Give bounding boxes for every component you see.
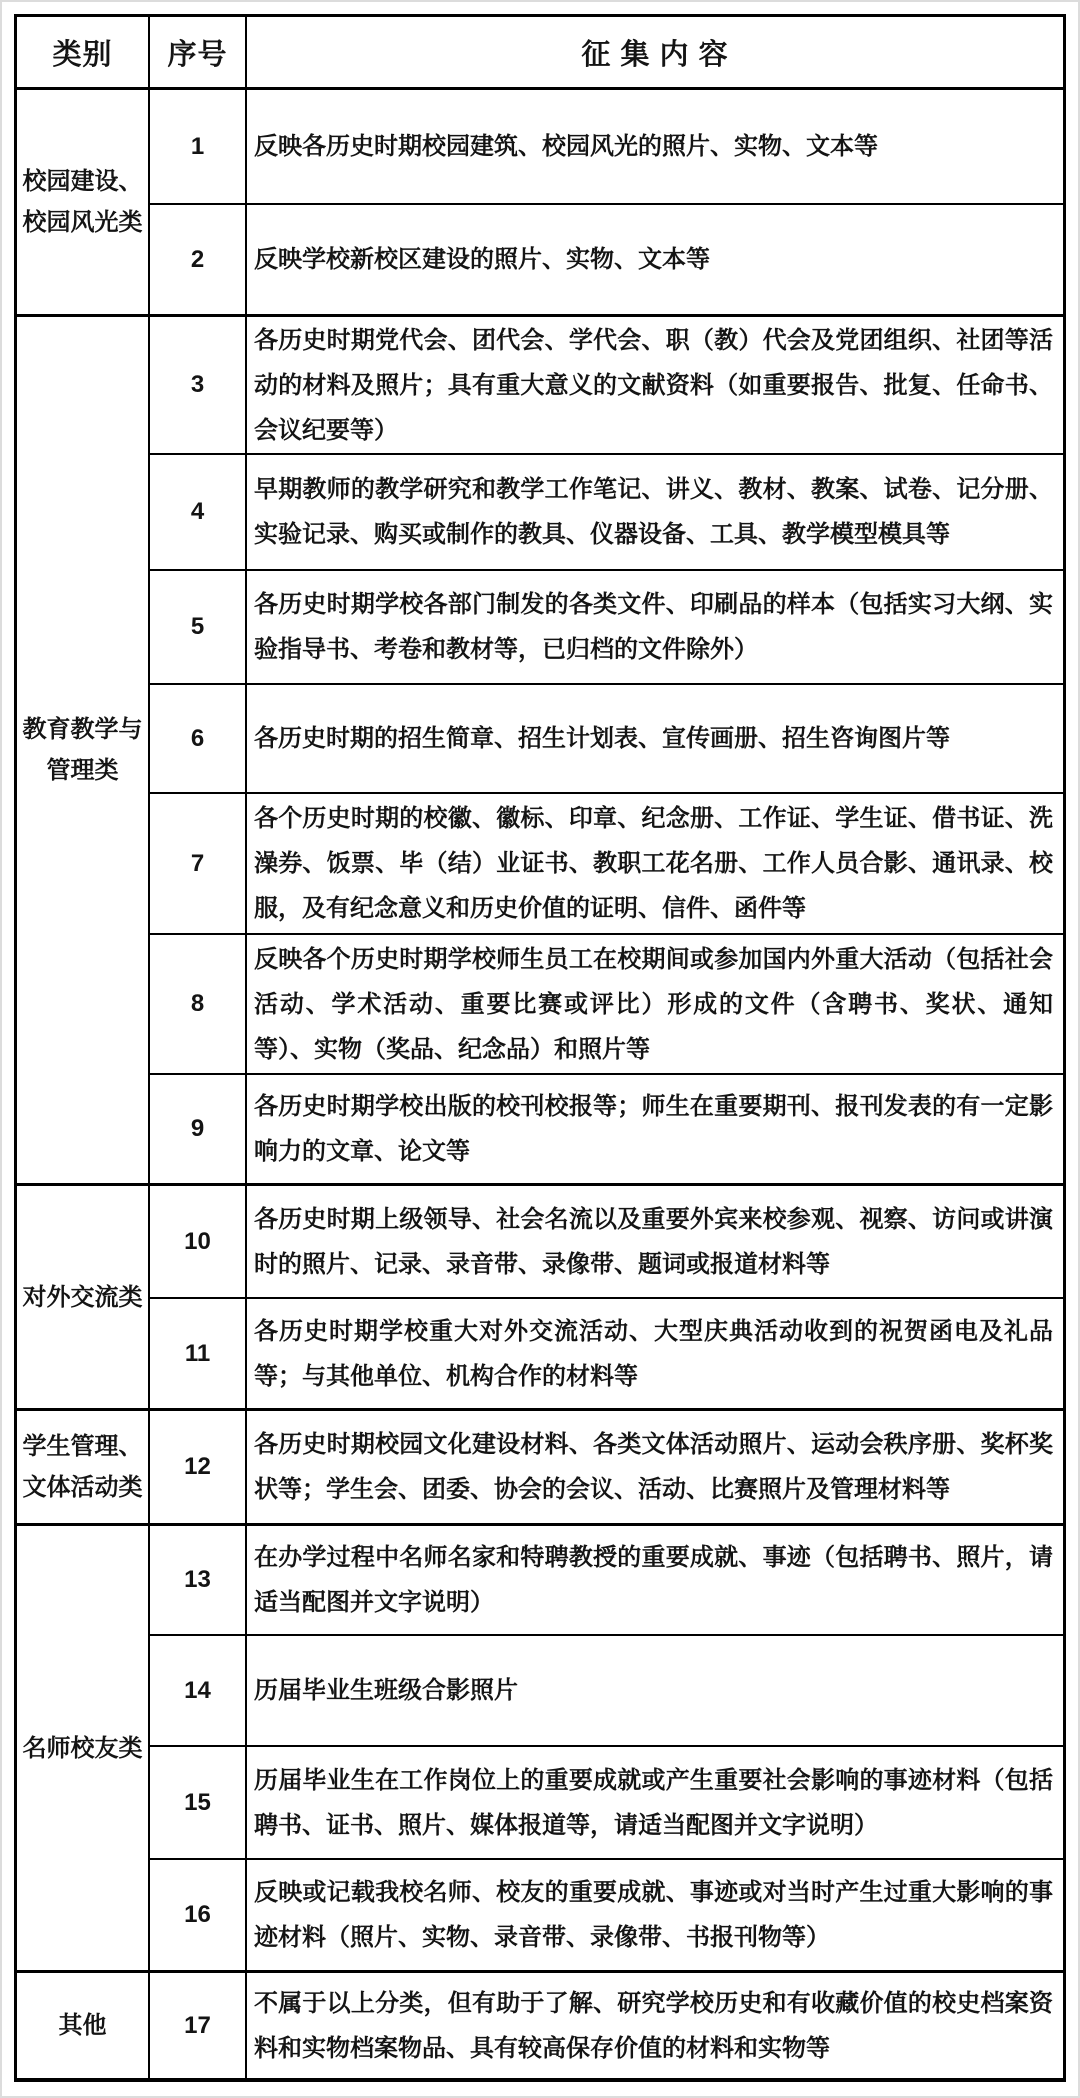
- document-table: [14, 14, 1066, 2082]
- table-row: [150, 1297, 1063, 1408]
- content-cell: [247, 794, 1063, 933]
- table-row: [150, 453, 1063, 569]
- content-cell: [247, 1636, 1063, 1745]
- category-label: 教育教学与管理类: [22, 716, 143, 784]
- serial-cell: 6: [150, 685, 247, 792]
- content-text: 各个历史时期的校徽、徽标、印章、纪念册、工作证、学生证、借书证、洗澡券、饭票、毕（结）业证书、教职工花名册、工作人员合影、通讯录、校服，及有纪念意义和历史价值的证明、信件、函件等: [254, 805, 1053, 922]
- serial-cell: 14: [150, 1636, 247, 1745]
- content-cell: [247, 685, 1063, 792]
- content-cell: [247, 1860, 1063, 1970]
- content-text: 历届毕业生班级合影照片: [254, 1677, 518, 1704]
- header-cell-serial: 序号: [150, 17, 247, 87]
- content-text: 各历史时期上级领导、社会名流以及重要外宾来校参观、视察、访问或讲演时的照片、记录、录音带、录像带、题词或报道材料等: [254, 1205, 1053, 1278]
- serial-cell: 11: [150, 1299, 247, 1408]
- table-row: [150, 1073, 1063, 1183]
- section-rows: [150, 1186, 1063, 1408]
- serial-cell: 3: [150, 317, 247, 453]
- table-row: [150, 792, 1063, 933]
- content-text: 各历史时期学校出版的校刊校报等；师生在重要期刊、报刊发表的有一定影响力的文章、论文等: [254, 1093, 1053, 1165]
- category-label: 校园建设、校园风光类: [22, 168, 143, 236]
- table-row: [150, 317, 1063, 453]
- category-cell: [17, 317, 150, 1183]
- category-section-alumni: [17, 1523, 1063, 1970]
- category-section-student: [17, 1408, 1063, 1523]
- section-rows: [150, 90, 1063, 314]
- serial-cell: 9: [150, 1075, 247, 1183]
- category-cell: [17, 1526, 150, 1970]
- content-cell: [247, 1526, 1063, 1634]
- category-label: 其他: [58, 2012, 107, 2039]
- category-cell: [17, 1973, 150, 2078]
- table-header-row: [17, 17, 1063, 90]
- category-section-exchange: [17, 1183, 1063, 1408]
- content-cell: [247, 1747, 1063, 1858]
- category-cell: [17, 1186, 150, 1408]
- category-label: 名师校友类: [22, 1734, 143, 1762]
- serial-cell: 15: [150, 1747, 247, 1858]
- table-row: [150, 1745, 1063, 1858]
- content-cell: [247, 935, 1063, 1073]
- content-cell: [247, 205, 1063, 314]
- category-cell: [17, 1411, 150, 1523]
- content-text: 反映各历史时期校园建筑、校园风光的照片、实物、文本等: [254, 133, 878, 160]
- header-cell-content: 征 集 内 容: [581, 38, 729, 71]
- content-text: 各历史时期学校重大对外交流活动、大型庆典活动收到的祝贺函电及礼品等；与其他单位、机构合作的材料等: [254, 1317, 1053, 1390]
- content-cell: [247, 1186, 1063, 1297]
- content-cell: [247, 1075, 1063, 1183]
- table-row: [150, 933, 1063, 1073]
- category-section-other: [17, 1970, 1063, 2078]
- content-cell: [247, 317, 1063, 453]
- serial-cell: 5: [150, 571, 247, 683]
- content-cell: [247, 1411, 1063, 1523]
- table-row: [150, 683, 1063, 792]
- content-text: 不属于以上分类，但有助于了解、研究学校历史和有收藏价值的校史档案资料和实物档案物品、具有较高保存价值的材料和实物等: [254, 1989, 1053, 2062]
- category-cell: [17, 90, 150, 314]
- content-text: 在办学过程中名师名家和特聘教授的重要成就、事迹（包括聘书、照片，请适当配图并文字说明）: [254, 1544, 1053, 1616]
- table-row: [150, 1186, 1063, 1297]
- serial-cell: 4: [150, 455, 247, 569]
- category-section-education: [17, 314, 1063, 1183]
- content-text: 反映学校新校区建设的照片、实物、文本等: [254, 246, 710, 273]
- content-cell: [247, 1299, 1063, 1408]
- serial-cell: 10: [150, 1186, 247, 1297]
- table-row: [150, 1526, 1063, 1634]
- serial-cell: 2: [150, 205, 247, 314]
- header-cell-category: 类别: [17, 17, 150, 87]
- table-row: [150, 90, 1063, 203]
- content-cell: [247, 571, 1063, 683]
- section-rows: [150, 1526, 1063, 1970]
- table-row: [150, 569, 1063, 683]
- content-text: 各历史时期党代会、团代会、学代会、职（教）代会及党团组织、社团等活动的材料及照片；具有重大意义的文献资料（如重要报告、批复、任命书、会议纪要等）: [254, 326, 1053, 444]
- table-row: [150, 203, 1063, 314]
- serial-cell: 1: [150, 90, 247, 203]
- content-text: 历届毕业生在工作岗位上的重要成就或产生重要社会影响的事迹材料（包括聘书、证书、照片、媒体报道等，请适当配图并文字说明）: [254, 1766, 1053, 1839]
- content-text: 各历史时期校园文化建设材料、各类文体活动照片、运动会秩序册、奖杯奖状等；学生会、团委、协会的会议、活动、比赛照片及管理材料等: [254, 1431, 1053, 1503]
- category-label: 对外交流类: [22, 1283, 143, 1311]
- table-row: [150, 1634, 1063, 1745]
- content-text: 各历史时期的招生简章、招生计划表、宣传画册、招生咨询图片等: [254, 725, 950, 752]
- section-rows: [150, 317, 1063, 1183]
- category-label: 学生管理、文体活动类: [22, 1433, 143, 1501]
- table-row: [150, 1411, 1063, 1523]
- content-cell: [247, 90, 1063, 203]
- serial-cell: 16: [150, 1860, 247, 1970]
- content-text: 反映或记载我校名师、校友的重要成就、事迹或对当时产生过重大影响的事迹材料（照片、实物、录音带、录像带、书报刊物等）: [254, 1879, 1053, 1951]
- content-text: 各历史时期学校各部门制发的各类文件、印刷品的样本（包括实习大纲、实验指导书、考卷和教材等，已归档的文件除外）: [254, 591, 1053, 663]
- serial-cell: 13: [150, 1526, 247, 1634]
- section-rows: [150, 1411, 1063, 1523]
- content-cell: [247, 1973, 1063, 2078]
- serial-cell: 8: [150, 935, 247, 1073]
- section-rows: [150, 1973, 1063, 2078]
- content-text: 早期教师的教学研究和教学工作笔记、讲义、教材、教案、试卷、记分册、实验记录、购买或制作的教具、仪器设备、工具、教学模型模具等: [254, 476, 1053, 548]
- serial-cell: 17: [150, 1973, 247, 2078]
- serial-cell: 7: [150, 794, 247, 933]
- table-row: [150, 1973, 1063, 2078]
- category-section-campus: [17, 90, 1063, 314]
- table-row: [150, 1858, 1063, 1970]
- content-cell: [247, 455, 1063, 569]
- serial-cell: 12: [150, 1411, 247, 1523]
- content-text: 反映各个历史时期学校师生员工在校期间或参加国内外重大活动（包括社会活动、学术活动、重要比赛或评比）形成的文件（含聘书、奖状、通知等）、实物（奖品、纪念品）和照片等: [254, 945, 1053, 1063]
